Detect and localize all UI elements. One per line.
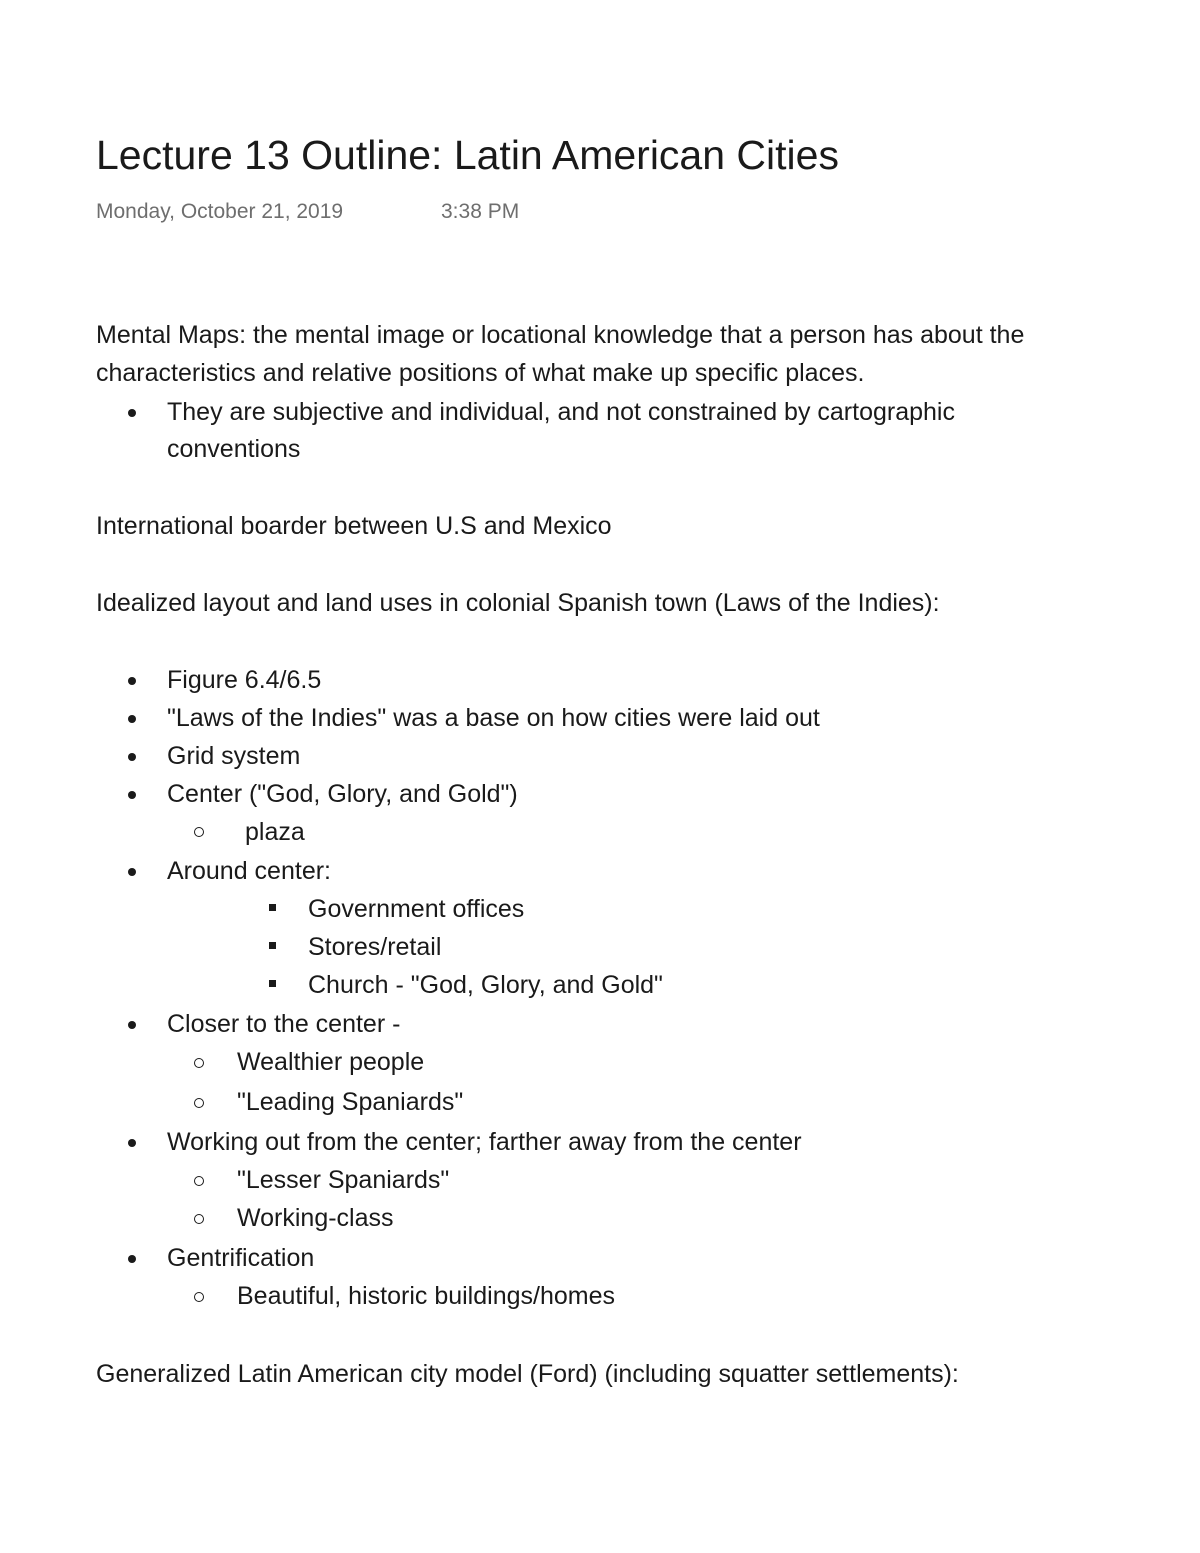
- list-item-stores: Stores/retail: [308, 933, 442, 961]
- bullet-circle-icon: [194, 1176, 204, 1186]
- bullet-square-icon: [269, 942, 276, 949]
- bullet-dot-icon: [128, 1255, 136, 1263]
- bullet-circle-icon: [194, 1214, 204, 1224]
- bullet-circle-icon: [194, 1292, 204, 1302]
- list-item-center: Center ("God, Glory, and Gold"): [167, 780, 518, 808]
- bullet-dot-icon: [128, 715, 136, 723]
- list-item-plaza: plaza: [245, 818, 305, 846]
- list-item-grid: Grid system: [167, 742, 301, 770]
- bullet-square-icon: [269, 980, 276, 987]
- bullet-dot-icon: [128, 791, 136, 799]
- page-time: 3:38 PM: [441, 200, 520, 223]
- list-item-around-center: Around center:: [167, 857, 331, 885]
- bullet-dot-icon: [128, 1139, 136, 1147]
- border-heading: International boarder between U.S and Mexico: [96, 512, 612, 540]
- list-item-church: Church - "God, Glory, and Gold": [308, 971, 663, 999]
- bullet-dot-icon: [128, 753, 136, 761]
- bullet-dot-icon: [128, 1021, 136, 1029]
- list-item-figure: Figure 6.4/6.5: [167, 666, 322, 694]
- generalized-heading: Generalized Latin American city model (Ford) (including squatter settlements):: [96, 1360, 959, 1388]
- bullet-circle-icon: [194, 827, 204, 837]
- list-item-working-class: Working-class: [237, 1204, 394, 1232]
- list-item-closer: Closer to the center -: [167, 1010, 401, 1038]
- bullet-dot-icon: [128, 868, 136, 876]
- list-item-lesser: "Lesser Spaniards": [237, 1166, 450, 1194]
- page-title: Lecture 13 Outline: Latin American Cities: [96, 132, 839, 178]
- list-item-government: Government offices: [308, 895, 525, 923]
- mental-maps-bullet-line-1: They are subjective and individual, and not constrained by cartographic: [167, 398, 955, 426]
- list-item-working-out: Working out from the center; farther away from the center: [167, 1128, 802, 1156]
- list-item-leading: "Leading Spaniards": [237, 1088, 464, 1116]
- bullet-circle-icon: [194, 1098, 204, 1108]
- mental-maps-line-1: Mental Maps: the mental image or locational knowledge that a person has about the: [96, 321, 1025, 349]
- bullet-circle-icon: [194, 1058, 204, 1068]
- list-item-gentrification: Gentrification: [167, 1244, 315, 1272]
- mental-maps-line-2: characteristics and relative positions of what make up specific places.: [96, 359, 865, 387]
- bullet-dot-icon: [128, 409, 136, 417]
- mental-maps-bullet-line-2: conventions: [167, 435, 301, 463]
- list-item-laws: "Laws of the Indies" was a base on how cities were laid out: [167, 704, 820, 732]
- list-item-wealthier: Wealthier people: [237, 1048, 425, 1076]
- bullet-dot-icon: [128, 677, 136, 685]
- list-item-beautiful: Beautiful, historic buildings/homes: [237, 1282, 615, 1310]
- bullet-square-icon: [269, 904, 276, 911]
- idealized-heading: Idealized layout and land uses in colonial Spanish town (Laws of the Indies):: [96, 589, 940, 617]
- page-date: Monday, October 21, 2019: [96, 200, 344, 223]
